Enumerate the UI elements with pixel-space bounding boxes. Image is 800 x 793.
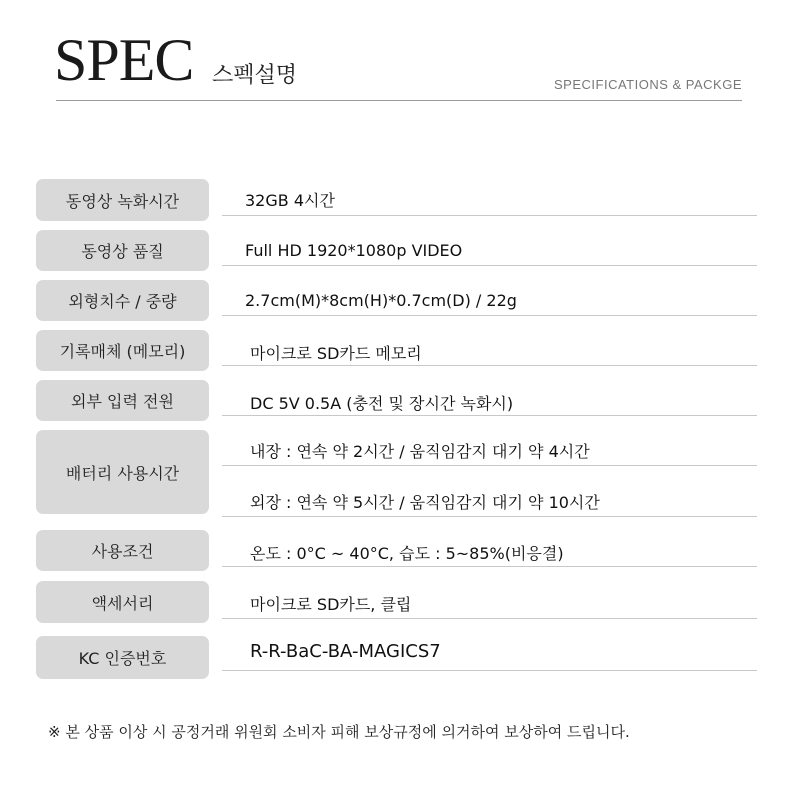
header-divider: [56, 100, 742, 101]
spec-label: 액세서리: [36, 581, 209, 623]
spec-value: 마이크로 SD카드 메모리: [250, 344, 422, 363]
spec-label: 배터리 사용시간: [36, 430, 209, 514]
page-subtitle: 스펙설명: [212, 63, 298, 88]
spec-label: 동영상 녹화시간: [36, 179, 209, 221]
english-caption: SPECIFICATIONS & PACKGE: [554, 77, 742, 92]
row-divider: [222, 566, 757, 567]
spec-label: 기록매체 (메모리): [36, 330, 209, 371]
spec-label: 외부 입력 전원: [36, 380, 209, 421]
spec-value: 2.7cm(M)*8cm(H)*0.7cm(D) / 22g: [245, 291, 517, 310]
warranty-footnote: ※ 본 상품 이상 시 공정거래 위원회 소비자 피해 보상규정에 의거하여 보상하여 드립니다.: [48, 723, 630, 741]
spec-value-internal: 내장 : 연속 약 2시간 / 움직임감지 대기 약 4시간: [250, 442, 590, 461]
spec-value: Full HD 1920*1080p VIDEO: [245, 241, 463, 260]
row-divider: [222, 365, 757, 366]
row-divider: [222, 465, 757, 466]
row-divider: [222, 415, 757, 416]
spec-value: DC 5V 0.5A (충전 및 장시간 녹화시): [250, 394, 514, 413]
spec-value: 온도 : 0°C ~ 40°C, 습도 : 5~85%(비응결): [250, 544, 564, 563]
spec-value: 마이크로 SD카드, 클립: [250, 595, 412, 614]
spec-label: 사용조건: [36, 530, 209, 571]
spec-header: [0, 0, 800, 110]
spec-value: 32GB 4시간: [245, 191, 335, 210]
spec-label: 외형치수 / 중량: [36, 280, 209, 321]
row-divider: [222, 670, 757, 671]
row-divider: [222, 516, 757, 517]
spec-value: R-R-BaC-BA-MAGICS7: [250, 641, 441, 662]
row-divider: [222, 265, 757, 266]
row-divider: [222, 315, 757, 316]
row-divider: [222, 618, 757, 619]
spec-label: KC 인증번호: [36, 636, 209, 679]
row-divider: [222, 215, 757, 216]
page-title: SPEC: [54, 27, 194, 93]
spec-value-external: 외장 : 연속 약 5시간 / 움직임감지 대기 약 10시간: [250, 493, 600, 512]
spec-label: 동영상 품질: [36, 230, 209, 271]
